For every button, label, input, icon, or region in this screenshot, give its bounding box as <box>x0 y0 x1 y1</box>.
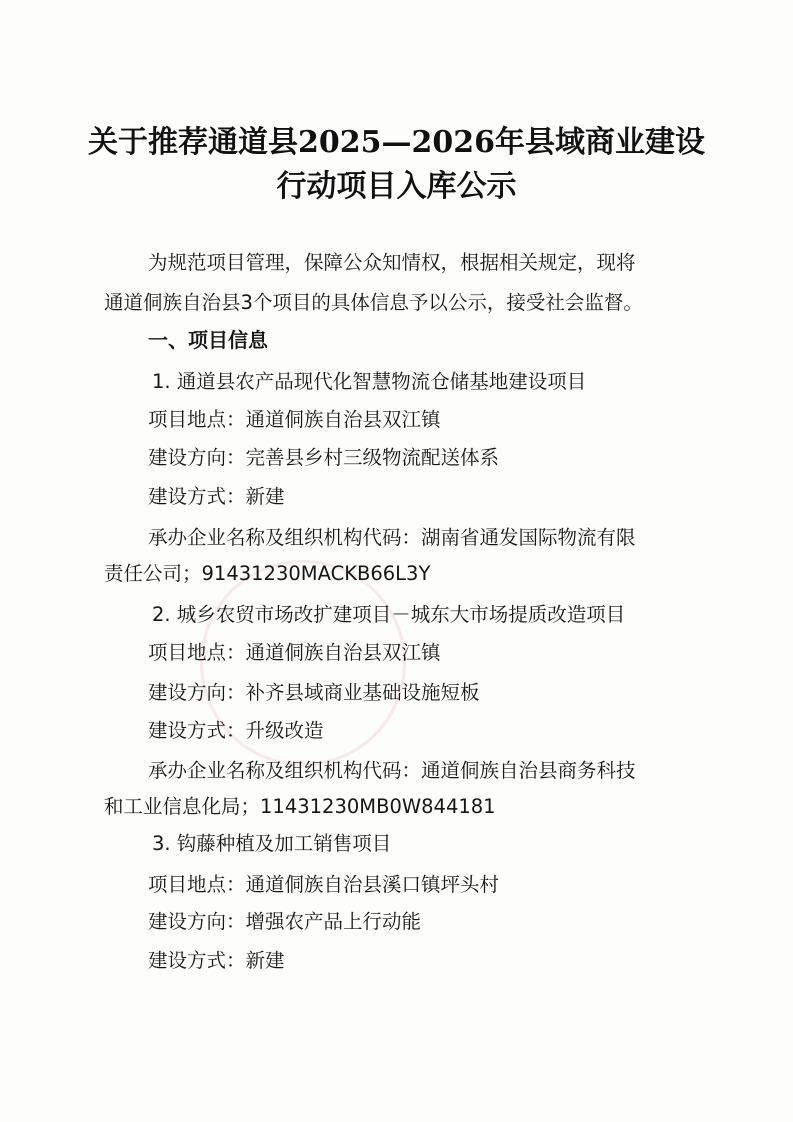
section-heading: 一、项目信息 <box>148 328 268 352</box>
project-1-direction: 建设方向：完善县乡村三级物流配送体系 <box>148 446 500 469</box>
document-title-line-1: 关于推荐通道县2025—2026年县域商业建设 <box>88 125 705 160</box>
project-3-location: 项目地点：通道侗族自治县溪口镇坪头村 <box>148 873 500 896</box>
project-2-location: 项目地点：通道侗族自治县双江镇 <box>148 641 441 664</box>
project-3-name: 3. 钩藤种植及加工销售项目 <box>152 832 392 855</box>
project-2-company-line-2: 和工业信息化局；11431230MB0W844181 <box>104 795 496 818</box>
project-2-direction: 建设方向：补齐县域商业基础设施短板 <box>148 681 480 704</box>
project-1-company-line-2: 责任公司；91431230MACKB66L3Y <box>104 562 431 585</box>
project-2-method: 建设方式：升级改造 <box>148 719 324 742</box>
project-1-company-line-1: 承办企业名称及组织机构代码：湖南省通发国际物流有限 <box>148 526 636 549</box>
project-2-name: 2. 城乡农贸市场改扩建项目－城东大市场提质改造项目 <box>152 603 626 626</box>
project-1-name: 1. 通道县农产品现代化智慧物流仓储基地建设项目 <box>152 370 587 393</box>
project-3-method: 建设方式：新建 <box>148 949 285 972</box>
project-2-company-line-1: 承办企业名称及组织机构代码：通道侗族自治县商务科技 <box>148 759 636 782</box>
intro-paragraph-line-1: 为规范项目管理，保障公众知情权，根据相关规定，现将 <box>148 251 636 274</box>
intro-paragraph-line-2: 通道侗族自治县3个项目的具体信息予以公示，接受社会监督。 <box>104 291 643 314</box>
project-1-method: 建设方式：新建 <box>148 485 285 508</box>
document-title-line-2: 行动项目入库公示 <box>276 169 517 204</box>
project-3-direction: 建设方向：增强农产品上行动能 <box>148 910 422 933</box>
project-1-location: 项目地点：通道侗族自治县双江镇 <box>148 408 441 431</box>
